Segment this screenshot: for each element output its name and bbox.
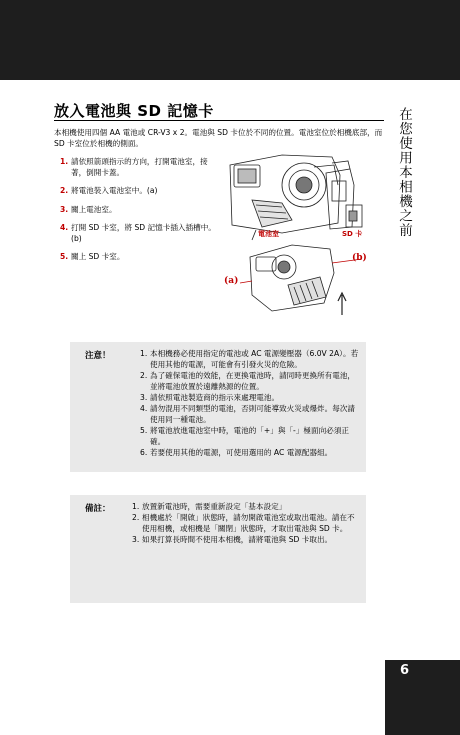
memo-list — [132, 501, 360, 545]
list-item: 1. 放置新電池時，需要重新設定「基本設定」 — [132, 502, 287, 511]
caution-box — [70, 342, 366, 472]
step-item — [60, 157, 220, 178]
caution-label: 注意！ — [85, 351, 111, 361]
step-item — [60, 205, 220, 216]
step-text: 請依照箭頭指示的方向，打開電池室，接著，倒開卡蓋。 — [71, 157, 208, 177]
title-rule — [54, 120, 384, 121]
list-item: 3. 請依照電池製造商的指示來處理電池。 — [140, 393, 280, 402]
list-item: 5. 將電池放進電池室中時，電池的「+」與「-」極面向必須正確。 — [140, 426, 349, 446]
callout-a: (a) — [224, 276, 239, 286]
callout-b: (b) — [352, 253, 367, 263]
step-number: 2. — [60, 186, 69, 195]
caution-list — [140, 348, 360, 458]
steps-list — [60, 157, 220, 271]
step-number: 3. — [60, 204, 69, 214]
list-item: 4. 請勿混用不同類型的電池，否則可能導致火災或爆炸。每次請使用同一種電池。 — [140, 404, 356, 424]
step-number: 5. — [60, 252, 69, 261]
list-item: 6. 若要使用其他的電源，可使用選用的 AC 電源配器組。 — [140, 448, 333, 457]
list-item: 2. 相機處於「開啟」狀態時，請勿開啟電池室或取出電池。請在不使用相機，或相機是「關閉」狀態時，才取出電池與 SD 卡。 — [132, 513, 355, 533]
memo-label: 備註： — [85, 504, 111, 514]
top-header-bar — [0, 0, 460, 80]
step-number: 1. — [60, 157, 69, 166]
sd-card-label: SD 卡 — [342, 230, 363, 238]
camera-illustration — [222, 145, 382, 325]
step-text: 打開 SD 卡室，將 SD 記憶卡插入插槽中。(b) — [71, 223, 216, 243]
intro-paragraph: 本相機使用四個 AA 電池或 CR-V3 x 2。電池與 SD 卡位於不同的位置。電池室位於相機底部，而 SD 卡室位於相機的側面。 — [54, 128, 383, 148]
step-item — [60, 223, 220, 244]
step-item — [60, 186, 220, 197]
list-item: 2. 為了確保電池的效能，在更換電池時，請同時更換所有電池，並將電池放置於遠離熱源的位置。 — [140, 371, 356, 391]
section-vertical-title: 在您使用本相機之前 — [396, 107, 412, 238]
battery-compartment-label: 電池室 — [258, 230, 279, 238]
page-number: 6 — [399, 663, 410, 678]
step-text: 將電池裝入電池室中。(a) — [71, 186, 158, 195]
step-text: 關上電池室。 — [71, 204, 117, 214]
list-item: 3. 如果打算長時間不使用本相機，請將電池與 SD 卡取出。 — [132, 535, 333, 544]
page-title: 放入電池與 SD 記憶卡 — [54, 102, 214, 120]
list-item: 1. 本相機務必使用指定的電池或 AC 電源變壓器（6.0V 2A）。若使用其他的電源，可能會有引發火災的危險。 — [140, 349, 359, 369]
memo-box — [70, 495, 366, 603]
step-item — [60, 252, 220, 263]
step-number: 4. — [60, 223, 69, 232]
step-text: 關上 SD 卡室。 — [71, 252, 125, 261]
